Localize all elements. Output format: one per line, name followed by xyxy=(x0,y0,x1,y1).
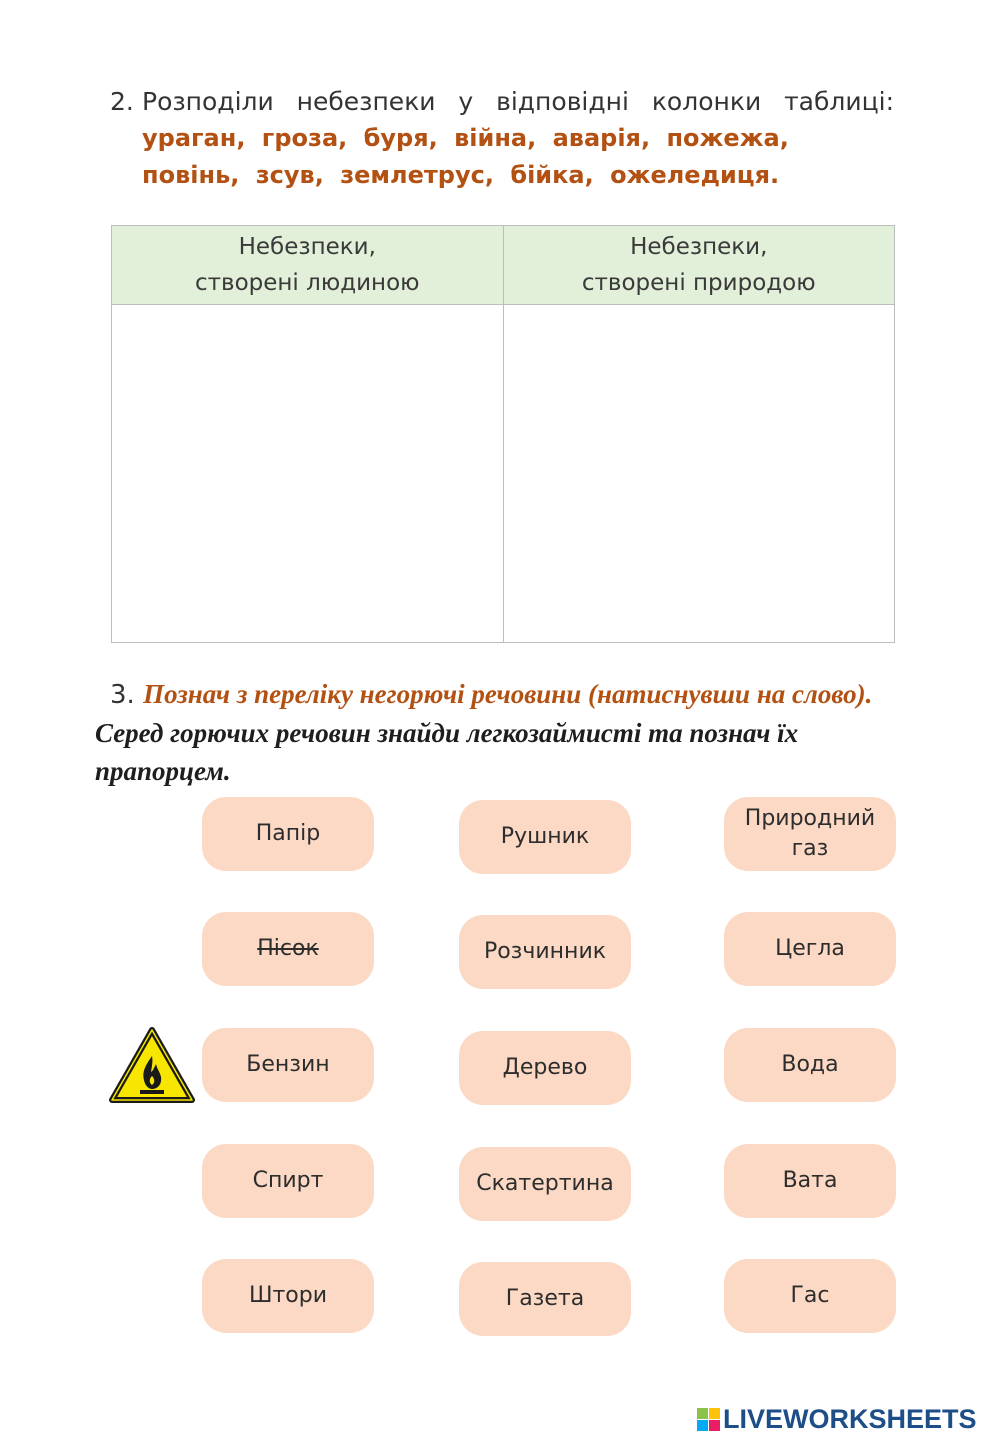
drop-zone-human[interactable] xyxy=(112,305,504,643)
task-3-number: 3. xyxy=(110,680,135,710)
chip-skatertyna[interactable]: Скатертина xyxy=(459,1147,631,1221)
liveworksheets-logo-icon xyxy=(697,1408,720,1431)
chip-rushnyk[interactable]: Рушник xyxy=(459,800,631,874)
task-2 xyxy=(110,84,894,194)
chip-rozchynnyk[interactable]: Розчинник xyxy=(459,915,631,989)
column-header-human xyxy=(112,226,504,305)
column-header-human-line-1: Небезпеки, xyxy=(238,234,376,260)
chip-pryrodnyi-gaz-line-2: газ xyxy=(791,836,829,861)
chip-spyrt[interactable]: Спирт xyxy=(202,1144,374,1218)
hazard-words-line-2: повінь, зсув, землетрус, бійка, ожеледиця. xyxy=(142,161,780,189)
chip-tsehla[interactable]: Цегла xyxy=(724,912,896,986)
hazards-table xyxy=(111,225,895,643)
chip-has[interactable]: Гас xyxy=(724,1259,896,1333)
column-header-nature-line-2: створені природою xyxy=(581,270,816,296)
hazard-words-line-1: ураган, гроза, буря, війна, аварія, пожежа, xyxy=(142,124,789,152)
liveworksheets-brand[interactable] xyxy=(697,1404,977,1435)
chip-hazeta[interactable]: Газета xyxy=(459,1262,631,1336)
task-2-number: 2. xyxy=(110,87,134,116)
chip-pryrodnyi-gaz[interactable] xyxy=(724,797,896,871)
task-3-instruction-3: прапорцем. xyxy=(95,756,231,786)
chip-benzyn[interactable]: Бензин xyxy=(202,1028,374,1102)
flammable-warning-icon[interactable] xyxy=(108,1026,196,1106)
chip-vata[interactable]: Вата xyxy=(724,1144,896,1218)
brand-name: LIVEWORKSHEETS xyxy=(723,1404,977,1434)
chip-pisok[interactable]: Пісок xyxy=(202,912,374,986)
task-2-instruction-row xyxy=(110,84,894,120)
task-3-instruction-1: Познач з переліку негорючі речовини (натиснувши на слово). xyxy=(143,679,873,709)
drop-zone-nature[interactable] xyxy=(503,305,895,643)
task-2-instruction: Розподіли небезпеки у відповідні колонки таблиці: xyxy=(142,87,894,116)
chip-voda[interactable]: Вода xyxy=(724,1028,896,1102)
task-3-instruction-row xyxy=(95,675,975,714)
chip-papir[interactable]: Папір xyxy=(202,797,374,871)
chip-derevo[interactable]: Дерево xyxy=(459,1031,631,1105)
chip-pryrodnyi-gaz-line-1: Природний xyxy=(744,806,876,831)
task-3 xyxy=(95,675,975,790)
column-header-nature-line-1: Небезпеки, xyxy=(630,234,768,260)
task-3-instruction-2: Серед горючих речовин знайди легкозаймисті та познач їх xyxy=(95,718,799,748)
column-header-nature xyxy=(503,226,895,305)
column-header-human-line-2: створені людиною xyxy=(194,270,420,296)
chip-shtory[interactable]: Штори xyxy=(202,1259,374,1333)
